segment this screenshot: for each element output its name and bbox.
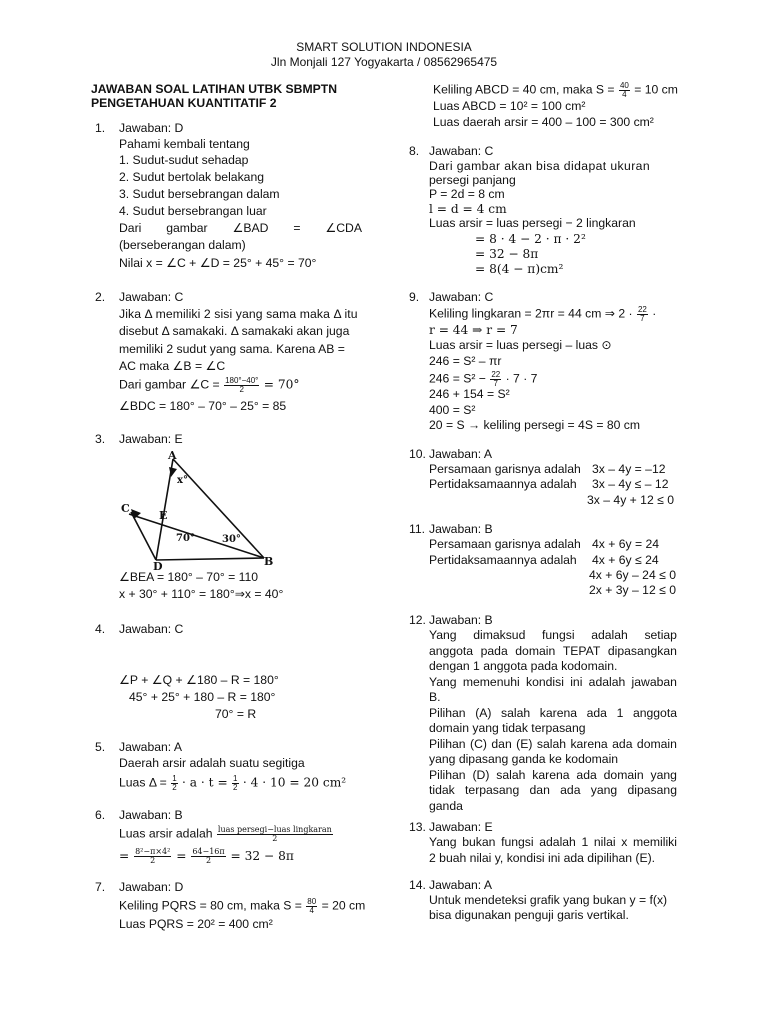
word: (E) (516, 736, 533, 751)
fraction: $\frac{80}{4}$ (307, 897, 317, 915)
text-line: ∠BDC = 180° – 70° – 25° = 85 (119, 399, 287, 413)
word: salah (496, 767, 526, 782)
word: salah (536, 736, 566, 751)
word: ada (586, 705, 607, 720)
answer-label: Jawaban: C (119, 622, 184, 636)
label-e: E (159, 509, 168, 522)
word: fungsi (501, 835, 534, 849)
paragraph-line (429, 768, 677, 784)
text-line: (berseberangan dalam) (119, 238, 246, 252)
text-line: Luas arsir = luas persegi – luas ⊙ (429, 338, 612, 352)
answer-label: Jawaban: B (429, 522, 493, 536)
text-line: P = 2d = 8 cm (429, 187, 505, 201)
question-number: 10. (409, 447, 426, 461)
word: B. (429, 690, 441, 704)
text-line: 2 buah nilai y, kondisi ini ada dipilihan (E). (429, 851, 656, 865)
word: kondisi (526, 674, 564, 689)
answer-label: Jawaban: A (119, 740, 183, 754)
text-line: Pahami kembali tentang (119, 137, 250, 151)
list-item: 4. Sudut bersebrangan luar (119, 204, 267, 218)
text-line: Luas PQRS = 20² = 400 cm² (119, 917, 273, 931)
fraction: $\frac{40}{4}$ (619, 81, 629, 99)
text-line: 246 = S² − $\frac{22}{7}$ · 7 · 7 (429, 370, 538, 388)
text-line: bisa digunakan penguji garis vertikal. (429, 908, 629, 922)
word: fungsi (542, 628, 575, 642)
word: yang dipasang ganda ke kodomain (429, 752, 619, 766)
text-line: Pertidaksamaannya adalah (429, 553, 577, 567)
text-line: 3x – 4y + 12 ≤ 0 (587, 493, 674, 507)
text-line: Persamaan garisnya adalah (429, 462, 581, 476)
text-line: 246 = S² – πr (429, 354, 502, 368)
word: pada (480, 643, 508, 658)
text-line: Daerah arsir adalah suatu segitiga (119, 756, 305, 770)
answer-label: Jawaban: D (119, 121, 184, 135)
question-number: 3. (95, 432, 106, 446)
word: (A) (475, 705, 492, 720)
text-line: 20 = S → keliling persegi = 4S = 80 cm (429, 418, 641, 432)
question-number: 14. (409, 878, 426, 892)
question-number: 6. (95, 808, 106, 822)
label-a: A (168, 449, 177, 462)
word: 1 (616, 705, 624, 720)
page-header-title: SMART SOLUTION INDONESIA (296, 40, 472, 54)
question-number: 13. (409, 820, 426, 834)
answer-label: Jawaban: B (119, 808, 183, 822)
text-line: Luas arsir = luas persegi − 2 lingkaran (429, 216, 636, 230)
fraction: $\frac{64-16\pi}{2}$ (192, 847, 225, 865)
text-line: = 32 − 8π (475, 247, 539, 261)
word: karena (532, 767, 570, 782)
word: Yang (429, 674, 457, 689)
fraction: $\frac{180^\circ-40^\circ}{2}$ (225, 376, 259, 394)
word: domain (515, 643, 556, 658)
text-line: 400 = S² (429, 403, 476, 417)
text-line: Keliling lingkaran = 2πr = 44 cm ⇒ 2 · $\frac{22}{7}$ · (429, 305, 657, 323)
question-number: 8. (409, 144, 420, 158)
doc-title-line2: PENGETAHUAN KUANTITATIF 2 (91, 96, 277, 110)
text-line: ∠BEA = 180° – 70° = 110 (119, 570, 259, 584)
word: bukan (462, 835, 496, 849)
fraction: $\frac{\text{luas persegi−luas lingkaran}}{2}$ (217, 825, 332, 843)
word: memiliki (632, 835, 677, 849)
text-line: 3x – 4y ≤ – 12 (592, 477, 669, 491)
word: adalah (591, 628, 628, 642)
word: ada (576, 767, 597, 782)
word: adalah (588, 674, 626, 689)
fraction: $\frac{22}{7}$ (637, 305, 647, 323)
text-line: memiliki 2 sudut yang sama. Karena AB = (119, 342, 345, 356)
list-item: 1. Sudut-sudut sehadap (119, 153, 249, 167)
label-30: 30° (222, 534, 241, 545)
answer-label: Jawaban: E (429, 820, 493, 834)
text-line: Luas Δ = $\frac{1}{2}$ · a · t = $\frac{1}{2}$ · 4 · 10 = 20 cm² (119, 774, 347, 792)
text-line: Luas arsir adalah $\frac{\text{luas persegi−luas lingkaran}}{2}$ (119, 825, 332, 843)
paragraph-line (429, 721, 677, 737)
text-line (429, 835, 677, 850)
question-number: 5. (95, 740, 106, 754)
answer-label: Jawaban: C (429, 144, 494, 158)
fraction: $\frac{22}{7}$ (491, 370, 501, 388)
list-item: 2. Sudut bertolak belakang (119, 170, 265, 184)
word: salah (501, 705, 531, 720)
paragraph-line (429, 644, 677, 660)
text-line: = 8 · 4 − 2 · π · 2² (475, 232, 586, 246)
word: Yang (429, 628, 457, 642)
text-line: AC maka ∠B = ∠C (119, 359, 226, 373)
label-70: 70° (176, 533, 195, 544)
paragraph-line (429, 783, 677, 799)
text-line: 4x + 6y – 24 ≤ 0 (589, 568, 676, 582)
text-line: Luas ABCD = 10² = 100 cm² (433, 99, 586, 113)
word: tidak (429, 783, 455, 797)
label-d: D (153, 560, 163, 571)
text-line: Keliling PQRS = 80 cm, maka S = $\frac{80}{4}$ = 20 cm (119, 897, 366, 915)
paragraph-line (429, 706, 677, 722)
text-line: Luas daerah arsir = 400 – 100 = 300 cm² (433, 115, 654, 129)
text-line: 2x + 3y – 12 ≤ 0 (589, 583, 676, 597)
text-line: Dari gambar ∠BAD = ∠CDA (119, 221, 362, 235)
word: jawaban (631, 674, 677, 689)
word: anggota (632, 705, 677, 720)
word: dan (491, 736, 512, 751)
fraction: $\frac{\text{8²−π×4²}}{2}$ (135, 847, 171, 865)
word: ada (560, 783, 581, 797)
text-line: x + 30° + 110° = 180°⇒x = 40° (119, 587, 284, 601)
answer-label: Jawaban: D (119, 880, 184, 894)
paragraph-line (429, 690, 677, 706)
text-line: Dari gambar akan bisa didapat ukuran (429, 159, 651, 173)
word: karena (570, 736, 608, 751)
question-number: 12. (409, 613, 426, 627)
question-number: 4. (95, 622, 106, 636)
answer-label: Jawaban: C (119, 290, 184, 304)
word: yang (650, 767, 677, 782)
word: (D) (472, 767, 490, 782)
word: dimaksud (473, 628, 526, 642)
text-line: Jika Δ memiliki 2 sisi yang sama maka Δ itu (119, 307, 358, 321)
text-line: 4x + 6y ≤ 24 (592, 553, 659, 567)
answer-label: Jawaban: A (429, 878, 493, 892)
text-line: r = 44 ⇒ r = 7 (429, 323, 518, 337)
label-x: x° (177, 475, 188, 486)
text-line: 45° + 25° + 180 – R = 180° (129, 690, 276, 704)
answer-label: Jawaban: B (429, 613, 493, 627)
question-number: 1. (95, 121, 106, 135)
word: anggota (429, 643, 474, 658)
word: dengan 1 anggota pada kodomain. (429, 659, 618, 673)
label-b: B (264, 555, 274, 568)
word: dipasang (627, 783, 677, 797)
word: ganda (429, 798, 463, 813)
word: domain (636, 736, 677, 751)
question-number: 7. (95, 880, 106, 894)
text-line: 4x + 6y = 24 (592, 537, 660, 551)
word: TEPAT (562, 643, 601, 658)
answer-label: Jawaban: A (429, 447, 493, 461)
text-line: l = d = 4 cm (429, 202, 507, 216)
text-line: Pertidaksamaannya adalah (429, 477, 577, 491)
word: 1 (581, 835, 589, 849)
triangle-figure (119, 449, 277, 571)
question-number: 9. (409, 290, 420, 304)
word: (C) (470, 736, 487, 751)
word: nilai (593, 835, 616, 849)
word: memenuhi (462, 674, 520, 689)
text-line: persegi panjang (429, 173, 516, 187)
text-line: 70° = R (215, 707, 257, 721)
word: Pilihan (429, 736, 466, 751)
paragraph-line (429, 628, 677, 644)
question-number: 2. (95, 290, 106, 304)
text-line: 3x – 4y = –12 (592, 462, 666, 476)
text-line: = $\frac{\text{8²−π×4²}}{2}$ = $\frac{64-16\pi}{2}$ = 32 − 8π (119, 847, 294, 865)
answer-label: Jawaban: E (119, 432, 183, 446)
text-line: Untuk mendeteksi grafik yang bukan y = f(x) (429, 893, 668, 907)
text-line: = 8(4 − π)cm² (475, 262, 564, 276)
word: Pilihan (429, 705, 466, 720)
paragraph-line (429, 659, 677, 675)
fraction: $\frac{1}{2}$ (233, 774, 238, 792)
paragraph-line (429, 799, 677, 815)
text-line: disebut Δ samakaki. Δ samakaki akan juga (119, 324, 350, 338)
word: Pilihan (429, 767, 466, 782)
word: adalah (539, 835, 576, 849)
text-line: Keliling ABCD = 40 cm, maka S = $\frac{40}{4}$ = 10 cm (433, 81, 678, 99)
label-c: C (121, 502, 130, 515)
word: dipasangkan (607, 643, 677, 658)
answer-label: Jawaban: C (429, 290, 494, 304)
word: dan (529, 783, 550, 797)
word: karena (539, 705, 578, 720)
text-line: Nilai x = ∠C + ∠D = 25° + 45° = 70° (119, 256, 317, 270)
fraction: $\frac{1}{2}$ (172, 774, 177, 792)
paragraph-line (429, 752, 677, 768)
answer-paragraph (429, 628, 677, 814)
word: Yang (429, 835, 457, 849)
word: yang (590, 783, 618, 797)
text-line: 246 + 154 = S² (429, 387, 510, 401)
doc-title-line1: JAWABAN SOAL LATIHAN UTBK SBMPTN (91, 82, 338, 96)
word: terpasang (465, 783, 520, 797)
text-line: Dari gambar ∠C = $\frac{180^\circ-40^\circ}{2}$ = 70° (119, 376, 300, 394)
list-item: 3. Sudut bersebrangan dalam (119, 187, 280, 201)
word: setiap (644, 628, 677, 642)
page-header-address: Jln Monjali 127 Yogyakarta / 08562965475 (270, 55, 498, 69)
word: ini (570, 674, 583, 689)
paragraph-line (429, 737, 677, 753)
word: domain yang tidak terpasang (429, 721, 586, 735)
question-number: 11. (409, 522, 426, 536)
word: domain (603, 767, 644, 782)
text-line: Persamaan garisnya adalah (429, 537, 581, 551)
word: ada (612, 736, 633, 751)
word: x (621, 835, 628, 849)
text-line: ∠P + ∠Q + ∠180 – R = 180° (119, 673, 279, 687)
paragraph-line (429, 675, 677, 691)
